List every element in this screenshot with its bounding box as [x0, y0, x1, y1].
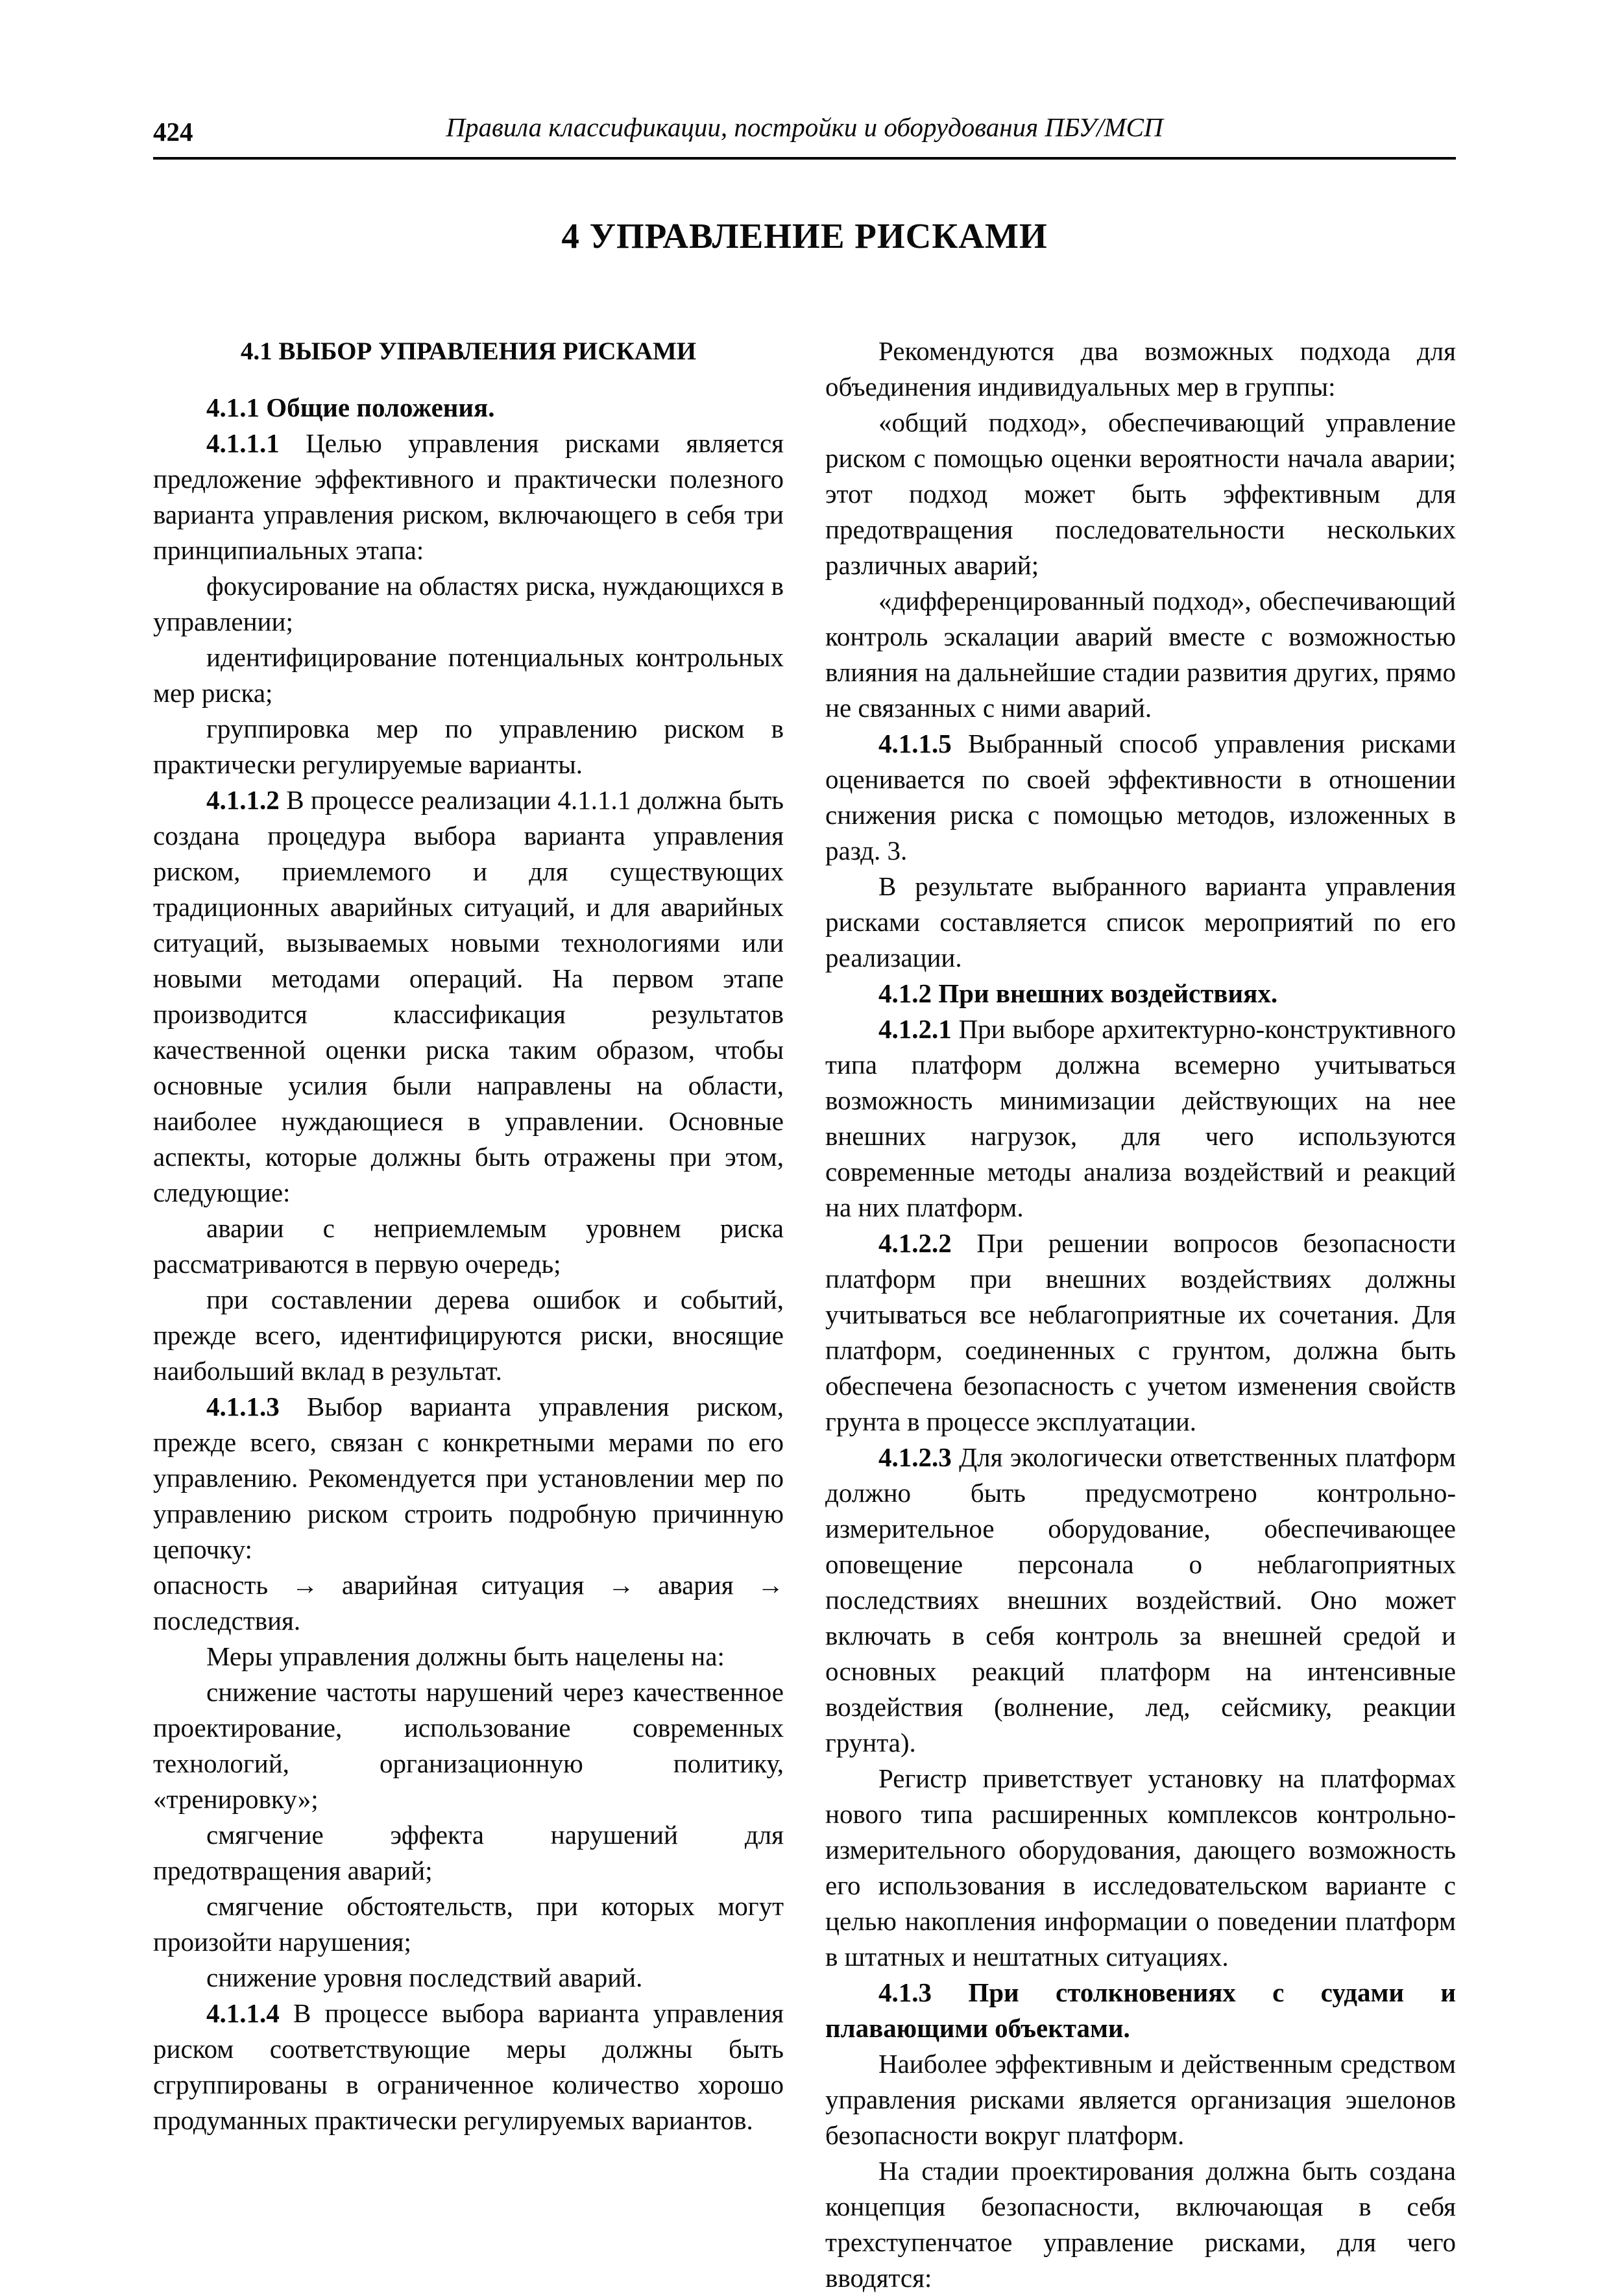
paragraph: фокусирование на областях риска, нуждающихся в управлении;	[153, 571, 784, 636]
paragraph: опасность → аварийная ситуация → авария → последствия.	[153, 1570, 784, 1636]
subheading: 4.1.2 При внешних воздействиях.	[878, 978, 1278, 1008]
paragraph: 4.1.2.3 Для экологически ответственных платформ должно быть предусмотрено контрольно-измерительное оборудование, обеспечивающее оповещение персонала о неблагоприятных последствиях внешних воздействий. Оно может включать в себя контроль за внешней средой и основных реакций платформ на интенсивные воздействия (волнение, лед, сейсмику, реакции грунта).	[825, 1442, 1456, 1758]
paragraph: смягчение обстоятельств, при которых могут произойти нарушения;	[153, 1891, 784, 1957]
subheading: 4.1.3 При столкновениях с судами и плавающими объектами.	[825, 1977, 1457, 2043]
clause-number: 4.1.1.2	[206, 785, 287, 815]
two-column-layout	[153, 333, 1456, 2296]
paragraph: группировка мер по управлению риском в практически регулируемые варианты.	[153, 714, 784, 779]
paragraph: «дифференцированный подход», обеспечивающий контроль эскалации аварий вместе с возможностью влияния на дальнейшие стадии развития других, прямо не связанных с ними аварий.	[825, 586, 1456, 723]
paragraph: 4.1.1.4 В процессе выбора варианта управления риском соответствующие меры должны быть сгруппированы в ограниченное количество хорошо продуманных практически регулируемых вариантов.	[153, 1998, 784, 2135]
left-column	[153, 333, 784, 2296]
paragraph: Наиболее эффективным и действенным средством управления рисками является организация эшелонов безопасности вокруг платформ.	[825, 2049, 1456, 2150]
clause-number: 4.1.1.4	[206, 1998, 293, 2028]
paragraph: Рекомендуются два возможных подхода для объединения индивидуальных мер в группы:	[825, 336, 1456, 402]
paragraph: идентифицирование потенциальных контрольных мер риска;	[153, 642, 784, 708]
clause-number: 4.1.2.1	[878, 1014, 959, 1044]
subheading: 4.1.1 Общие положения.	[206, 393, 495, 422]
paragraph: Регистр приветствует установку на платформах нового типа расширенных комплексов контрольно-измерительного оборудования, дающего возможность его использования в исследовательском варианте с целью накопления информации о поведении платформ в штатных и нештатных ситуациях.	[825, 1763, 1456, 1972]
clause-number: 4.1.1.5	[878, 729, 968, 758]
paragraph: аварии с неприемлемым уровнем риска рассматриваются в первую очередь;	[153, 1213, 784, 1279]
clause-number: 4.1.2.2	[878, 1228, 977, 1258]
section-heading: 4.1 ВЫБОР УПРАВЛЕНИЯ РИСКАМИ	[240, 337, 697, 365]
paragraph: снижение уровня последствий аварий.	[206, 1963, 643, 1992]
paragraph: 4.1.2.1 При выборе архитектурно-конструктивного типа платформ должна всемерно учитываться возможность минимизации действующих на нее внешних нагрузок, для чего используются современные методы анализа воздействий и реакций на них платформ.	[825, 1014, 1456, 1222]
paragraph: 4.1.1.1 Целью управления рисками является предложение эффективного и практически полезного варианта управления риском, включающего в себя три принципиальных этапа:	[153, 428, 784, 565]
paragraph: 4.1.1.2 В процессе реализации 4.1.1.1 должна быть создана процедура выбора варианта управления риском, приемлемого и для существующих традиционных аварийных ситуаций, и для аварийных ситуаций, вызываемых новыми технологиями или новыми методами операций. На первом этапе производится классификация результатов качественной оценки риска таким образом, чтобы основные усилия были направлены на области, наиболее нуждающиеся в управлении. Основные аспекты, которые должны быть отражены при этом, следующие:	[153, 785, 784, 1207]
paragraph: «общий подход», обеспечивающий управление риском с помощью оценки вероятности начала аварии; этот подход может быть эффективным для предотвращения последовательности нескольких различных аварий;	[825, 407, 1456, 580]
clause-number: 4.1.2.3	[878, 1442, 960, 1472]
chapter-title: 4 УПРАВЛЕНИЕ РИСКАМИ	[561, 216, 1048, 256]
paragraph: В результате выбранного варианта управления рисками составляется список мероприятий по его реализации.	[825, 871, 1456, 973]
clause-number: 4.1.1	[206, 393, 267, 422]
paragraph: 4.1.2.2 При решении вопросов безопасности платформ при внешних воздействиях должны учитываться все неблагоприятные их сочетания. Для платформ, соединенных с грунтом, должна быть обеспечена безопасность с учетом изменения свойств грунта в процессе эксплуатации.	[825, 1228, 1456, 1436]
paragraph: снижение частоты нарушений через качественное проектирование, использование современных технологий, организационную политику, «тренировку»;	[153, 1677, 784, 1814]
running-title: Правила классификации, постройки и оборудования ПБУ/МСП	[446, 112, 1163, 142]
clause-number: 4.1.1.3	[206, 1392, 307, 1421]
page-number: 424	[153, 117, 193, 147]
clause-number: 4.1.3	[878, 1977, 969, 2007]
paragraph: 4.1.1.3 Выбор варианта управления риском, прежде всего, связан с конкретными мерами по его управлению. Рекомендуется при установлении мер по управлению риском строить подробную причинную цепочку:	[153, 1392, 784, 1564]
right-column	[825, 333, 1456, 2296]
clause-number: 4.1.1.1	[206, 428, 306, 458]
paragraph: Меры управления должны быть нацелены на:	[206, 1641, 725, 1671]
paragraph: смягчение эффекта нарушений для предотвращения аварий;	[153, 1820, 784, 1885]
clause-number: 4.1.2	[878, 978, 939, 1008]
paragraph: 4.1.1.5 Выбранный способ управления рисками оценивается по своей эффективности в отношении снижения риска с помощью методов, изложенных в разд. 3.	[825, 729, 1457, 865]
paragraph: На стадии проектирования должна быть создана концепция безопасности, включающая в себя трехступенчатое управление рисками, для чего вводятся:	[825, 2156, 1456, 2293]
paragraph: при составлении дерева ошибок и событий, прежде всего, идентифицируются риски, вносящие наибольший вклад в результат.	[153, 1285, 784, 1386]
page-header	[153, 109, 1456, 160]
